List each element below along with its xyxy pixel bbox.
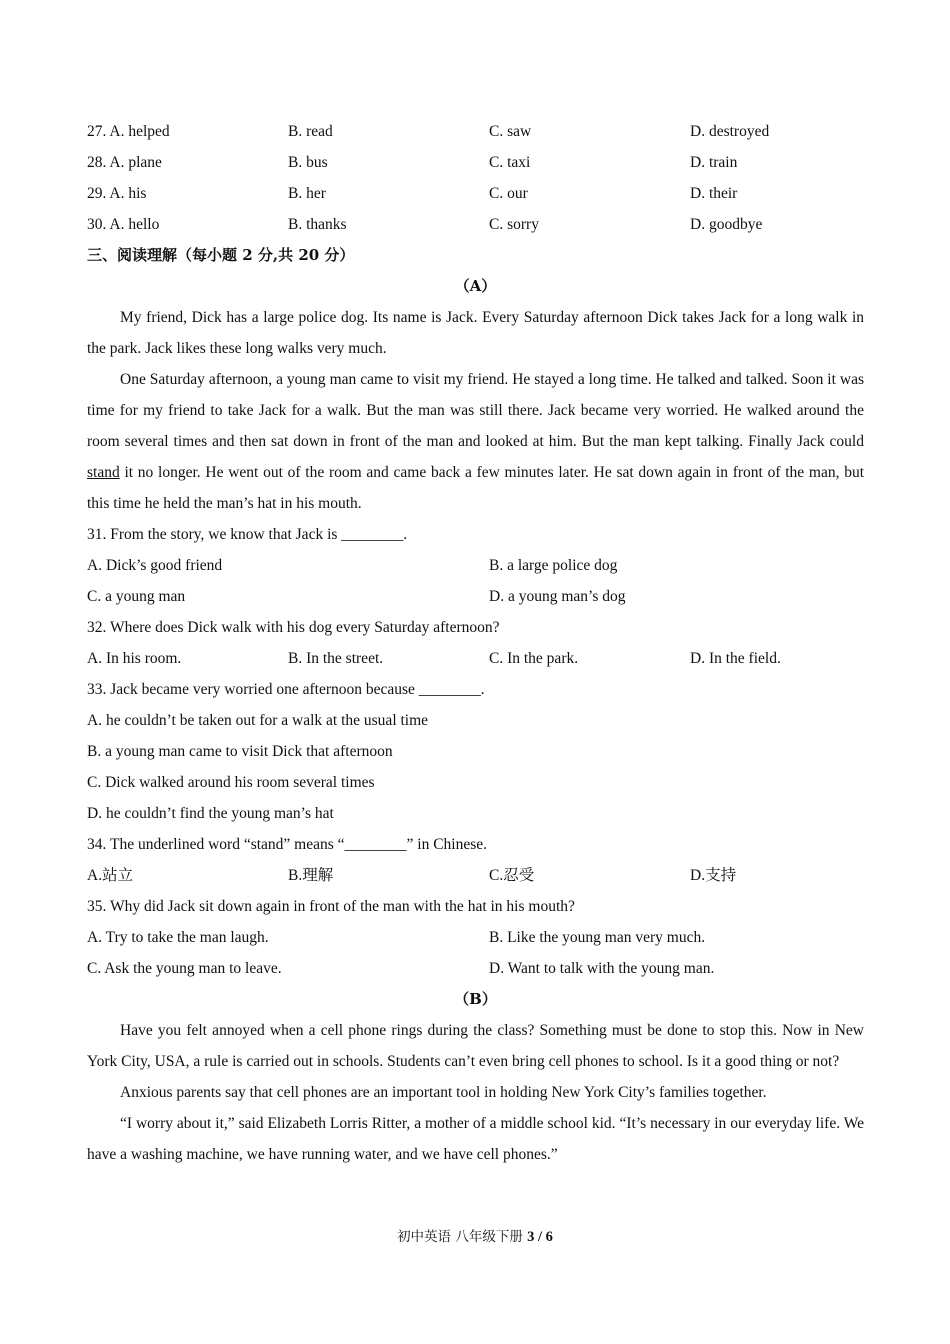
question-33-option-a: A. he couldn’t be taken out for a walk at the usual time xyxy=(87,712,429,729)
question-35-options-row-1 xyxy=(87,922,864,953)
option-d: D.支持 xyxy=(690,867,737,884)
option-c: C. Ask the young man to leave. xyxy=(87,960,282,977)
question-33: 33. Jack became very worried one afternoon because ________. xyxy=(87,681,485,698)
option-c: C. a young man xyxy=(87,588,186,605)
question-33-option-c: C. Dick walked around his room several times xyxy=(87,774,375,791)
passage-a-paragraph-1: My friend, Dick has a large police dog. Its name is Jack. Every Saturday afternoon Dick takes Jack for a long walk in the park. Jack likes these long walks very much. xyxy=(87,309,864,357)
passage-a-label: （A） xyxy=(454,277,497,295)
question-35: 35. Why did Jack sit down again in front of the man with the hat in his mouth? xyxy=(87,898,575,915)
option-b: B. bus xyxy=(288,154,328,171)
option-a: A. Dick’s good friend xyxy=(87,557,223,574)
option-d: D. a young man’s dog xyxy=(489,588,626,605)
paragraph-text: it no longer. He went out of the room and came back a few minutes later. He sat down again in front of the man, but this time he held the man’s hat in his mouth. xyxy=(87,464,864,512)
cloze-option-row-29 xyxy=(87,178,864,209)
option-a: 28. A. plane xyxy=(87,154,162,171)
question-33-option-b: B. a young man came to visit Dick that afternoon xyxy=(87,743,393,760)
question-32: 32. Where does Dick walk with his dog every Saturday afternoon? xyxy=(87,619,500,636)
underlined-word: stand xyxy=(87,464,120,481)
option-a: 30. A. hello xyxy=(87,216,160,233)
option-d: D. Want to talk with the young man. xyxy=(489,960,715,977)
option-c: C. saw xyxy=(489,123,532,140)
cloze-option-row-27 xyxy=(87,116,864,147)
paragraph-text: One Saturday afternoon, a young man came to visit my friend. He stayed a long time. He talked and talked. Soon it was time for my friend to take Jack for a walk. But the man was still there. Jack became very worried. He walked around the room several times and then sat down in front of the man and looked at him. But the man kept talking. Finally Jack could xyxy=(87,371,864,450)
option-c: C. taxi xyxy=(489,154,531,171)
option-a: 29. A. his xyxy=(87,185,147,202)
section-heading: 三、阅读理解（每小题 2 分,共 20 分） xyxy=(87,246,355,264)
passage-b-paragraph-1: Have you felt annoyed when a cell phone rings during the class? Something must be done to stop this. Now in New York City, USA, a rule is carried out in schools. Students can’t even bring cell phones to school. Is it a good thing or not? xyxy=(87,1022,864,1070)
question-31-options-row-2 xyxy=(87,581,864,612)
page-footer xyxy=(0,1226,950,1248)
option-d: D. their xyxy=(690,185,738,202)
option-b: B. Like the young man very much. xyxy=(489,929,706,946)
question-32-options xyxy=(87,643,864,674)
question-31: 31. From the story, we know that Jack is ________. xyxy=(87,526,408,543)
option-d: D. In the field. xyxy=(690,650,781,667)
cloze-option-row-30 xyxy=(87,209,864,240)
footer-text: 初中英语 八年级下册 xyxy=(397,1229,528,1245)
option-b: B. a large police dog xyxy=(489,557,618,574)
question-35-options-row-2 xyxy=(87,953,864,984)
cloze-option-row-28 xyxy=(87,147,864,178)
option-a: A.站立 xyxy=(87,867,134,884)
option-b: B. her xyxy=(288,185,326,202)
page-content xyxy=(87,116,864,1170)
option-a: 27. A. helped xyxy=(87,123,170,140)
passage-b-paragraph-3: “I worry about it,” said Elizabeth Lorris Ritter, a mother of a middle school kid. “It’s necessary in our everyday life. We have a washing machine, we have running water, and we have cell phones.” xyxy=(87,1115,864,1163)
question-34-options xyxy=(87,860,864,891)
passage-b-paragraph-2: Anxious parents say that cell phones are an important tool in holding New York City’s families together. xyxy=(120,1084,767,1101)
option-c: C.忍受 xyxy=(489,867,535,884)
option-b: B. read xyxy=(288,123,333,140)
passage-b-label: （B） xyxy=(454,990,497,1008)
option-a: A. In his room. xyxy=(87,650,182,667)
question-34: 34. The underlined word “stand” means “________” in Chinese. xyxy=(87,836,488,853)
option-c: C. In the park. xyxy=(489,650,579,667)
passage-a-paragraph-2 xyxy=(87,364,864,519)
page-number: 3 / 6 xyxy=(527,1229,553,1245)
option-d: D. train xyxy=(690,154,738,171)
option-b: B.理解 xyxy=(288,867,334,884)
option-c: C. our xyxy=(489,185,528,202)
option-d: D. goodbye xyxy=(690,216,763,233)
option-b: B. In the street. xyxy=(288,650,384,667)
question-33-option-d: D. he couldn’t find the young man’s hat xyxy=(87,805,334,822)
option-c: C. sorry xyxy=(489,216,539,233)
question-31-options-row-1 xyxy=(87,550,864,581)
option-a: A. Try to take the man laugh. xyxy=(87,929,269,946)
option-b: B. thanks xyxy=(288,216,347,233)
option-d: D. destroyed xyxy=(690,123,770,140)
